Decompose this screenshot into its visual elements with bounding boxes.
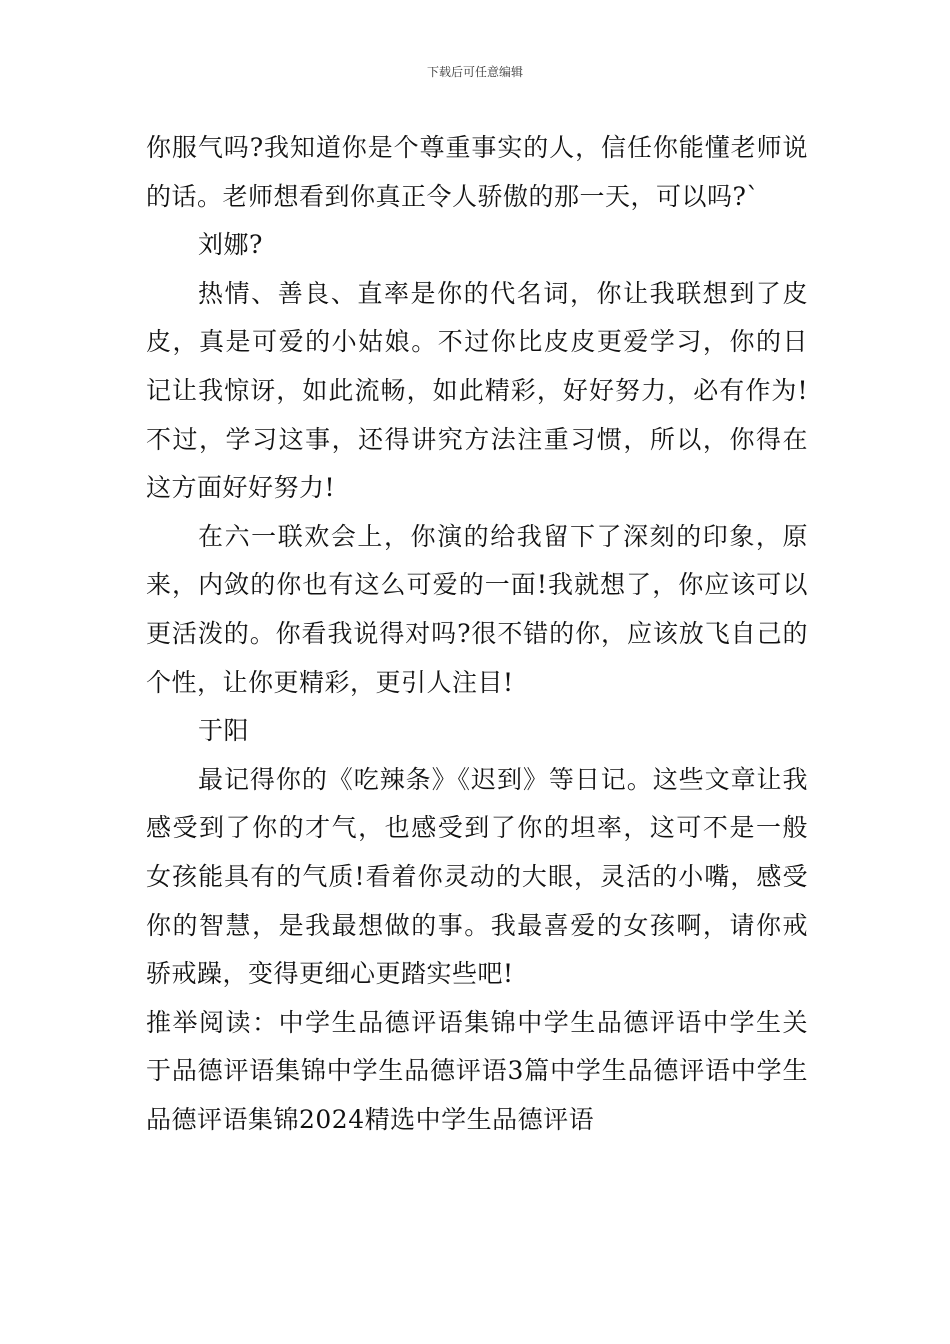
student-name-yu: 于阳 [198, 716, 250, 746]
page-header-note: 下载后可任意编辑 [426, 65, 523, 79]
student-name-liu: 刘娜? [198, 230, 263, 260]
paragraph-yu: 最记得你的《吃辣条》《迟到》等日记。这些文章让我感受到了你的才气，也感受到了你的坦率，这可不是一般女孩能具有的气质!看着你灵动的大眼，灵活的小嘴，感受你的智慧，是我最想做的事。我最喜爱的女孩啊，请你戒骄戒躁，变得更细心更踏实些吧! [146, 764, 808, 989]
paragraph-liu-2: 在六一联欢会上，你演的给我留下了深刻的印象，原来，内敛的你也有这么可爱的一面!我就想了，你应该可以更活泼的。你看我说得对吗?很不错的你，应该放飞自己的个性，让你更精彩，更引人注目! [146, 521, 808, 697]
recommended-reading: 推举阅读：中学生品德评语集锦中学生品德评语中学生关于品德评语集锦中学生品德评语3篇中学生品德评语中学生品德评语集锦2024精选中学生品德评语 [146, 1007, 808, 1134]
document-body [146, 124, 808, 1144]
paragraph-liu-1: 热情、善良、直率是你的代名词，你让我联想到了皮皮，真是可爱的小姑娘。不过你比皮皮更爱学习，你的日记让我惊讶，如此流畅，如此精彩，好好努力，必有作为!不过，学习这事，还得讲究方法注重习惯，所以，你得在这方面好好努力! [146, 278, 808, 503]
paragraph-continuation: 你服气吗?我知道你是个尊重事实的人，信任你能懂老师说的话。老师想看到你真正令人骄傲的那一天，可以吗?` [146, 133, 808, 211]
